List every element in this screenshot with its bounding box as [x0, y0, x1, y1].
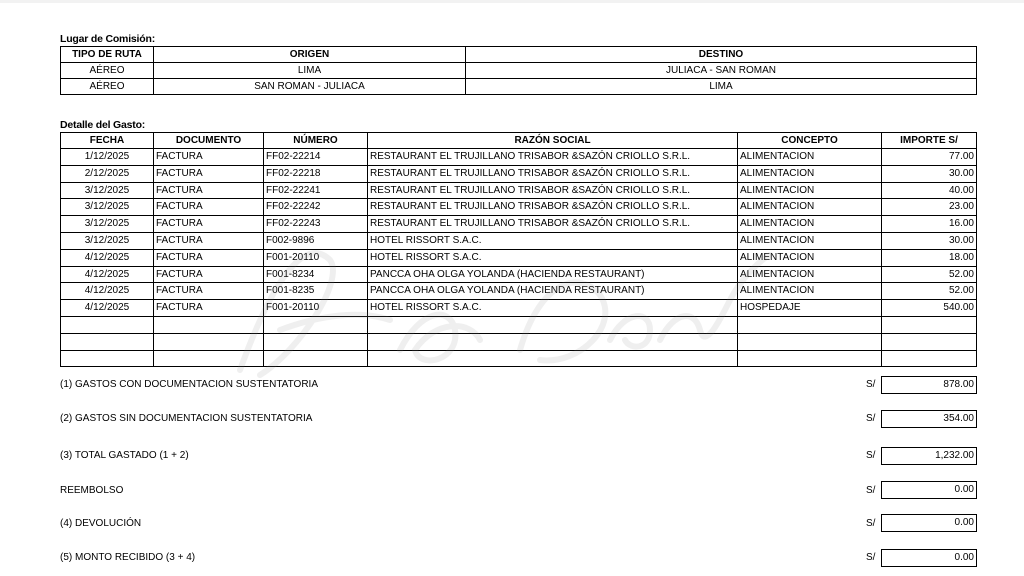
document-type-cell: FACTURA — [154, 283, 264, 300]
concept-cell: ALIMENTACION — [738, 249, 882, 266]
summary-value-box: 1,232.00 — [881, 447, 977, 465]
document-number-cell: F001-20110 — [264, 249, 368, 266]
document-number-cell: F002-9896 — [264, 232, 368, 249]
amount-cell — [882, 316, 977, 333]
amount-cell: 540.00 — [882, 300, 977, 317]
date-cell: 3/12/2025 — [61, 199, 154, 216]
concept-cell — [738, 333, 882, 350]
date-cell: 1/12/2025 — [61, 149, 154, 166]
business-name-cell: HOTEL RISSORT S.A.C. — [368, 300, 738, 317]
amount-cell: 52.00 — [882, 266, 977, 283]
table-row — [61, 199, 977, 216]
table-row — [61, 249, 977, 266]
table-row — [61, 149, 977, 166]
concept-cell: HOSPEDAJE — [738, 300, 882, 317]
table-row — [61, 216, 977, 233]
date-cell — [61, 316, 154, 333]
document-number-cell: F001-8235 — [264, 283, 368, 300]
amount-cell: 16.00 — [882, 216, 977, 233]
document-type-cell: FACTURA — [154, 300, 264, 317]
concept-cell: ALIMENTACION — [738, 216, 882, 233]
route-type-cell: AÉREO — [61, 63, 154, 79]
table-row — [61, 182, 977, 199]
header-razon-social: RAZÓN SOCIAL — [368, 133, 738, 149]
route-destination-cell: LIMA — [466, 79, 977, 95]
header-fecha: FECHA — [61, 133, 154, 149]
summary-label: (4) DEVOLUCIÓN — [60, 518, 142, 529]
concept-cell — [738, 350, 882, 367]
business-name-cell: PANCCA OHA OLGA YOLANDA (HACIENDA RESTAURANT) — [368, 266, 738, 283]
date-cell: 3/12/2025 — [61, 182, 154, 199]
concept-cell: ALIMENTACION — [738, 232, 882, 249]
header-destino: DESTINO — [466, 47, 977, 63]
date-cell: 4/12/2025 — [61, 283, 154, 300]
summary-label: (3) TOTAL GASTADO (1 + 2) — [60, 450, 189, 461]
route-type-cell: AÉREO — [61, 79, 154, 95]
header-tipo-de-ruta: TIPO DE RUTA — [61, 47, 154, 63]
document-type-cell: FACTURA — [154, 249, 264, 266]
document-number-cell: FF02-22214 — [264, 149, 368, 166]
concept-cell: ALIMENTACION — [738, 199, 882, 216]
header-numero: NÚMERO — [264, 133, 368, 149]
document-number-cell: FF02-22242 — [264, 199, 368, 216]
currency-label: S/ — [866, 413, 876, 424]
document-number-cell: FF02-22243 — [264, 216, 368, 233]
concept-cell — [738, 316, 882, 333]
amount-cell — [882, 350, 977, 367]
amount-cell: 18.00 — [882, 249, 977, 266]
header-concepto: CONCEPTO — [738, 133, 882, 149]
table-row — [61, 63, 977, 79]
amount-cell: 23.00 — [882, 199, 977, 216]
table-row — [61, 316, 977, 333]
summary-value-box: 0.00 — [881, 481, 977, 499]
header-documento: DOCUMENTO — [154, 133, 264, 149]
document-number-cell: FF02-22241 — [264, 182, 368, 199]
table-row — [61, 333, 977, 350]
route-origin-cell: SAN ROMAN - JULIACA — [154, 79, 466, 95]
document-number-cell: F001-8234 — [264, 266, 368, 283]
route-table — [60, 46, 977, 95]
business-name-cell: RESTAURANT EL TRUJILLANO TRISABOR &SAZÓN CRIOLLO S.R.L. — [368, 199, 738, 216]
document-number-cell — [264, 350, 368, 367]
table-row — [61, 300, 977, 317]
table-row — [61, 350, 977, 367]
business-name-cell: HOTEL RISSORT S.A.C. — [368, 232, 738, 249]
summary-label: (1) GASTOS CON DOCUMENTACION SUSTENTATORIA — [60, 379, 318, 390]
business-name-cell: RESTAURANT EL TRUJILLANO TRISABOR &SAZÓN CRIOLLO S.R.L. — [368, 149, 738, 166]
concept-cell: ALIMENTACION — [738, 149, 882, 166]
route-destination-cell: JULIACA - SAN ROMAN — [466, 63, 977, 79]
concept-cell: ALIMENTACION — [738, 182, 882, 199]
date-cell — [61, 333, 154, 350]
date-cell: 2/12/2025 — [61, 165, 154, 182]
business-name-cell: PANCCA OHA OLGA YOLANDA (HACIENDA RESTAURANT) — [368, 283, 738, 300]
table-row — [61, 232, 977, 249]
table-row — [61, 283, 977, 300]
document-number-cell: F001-20110 — [264, 300, 368, 317]
business-name-cell: RESTAURANT EL TRUJILLANO TRISABOR &SAZÓN CRIOLLO S.R.L. — [368, 182, 738, 199]
date-cell — [61, 350, 154, 367]
route-origin-cell: LIMA — [154, 63, 466, 79]
summary-label: (2) GASTOS SIN DOCUMENTACION SUSTENTATORIA — [60, 413, 313, 424]
concept-cell: ALIMENTACION — [738, 266, 882, 283]
document-type-cell — [154, 333, 264, 350]
document-number-cell: FF02-22218 — [264, 165, 368, 182]
document-type-cell: FACTURA — [154, 149, 264, 166]
table-row — [61, 165, 977, 182]
summary-value-box: 878.00 — [881, 376, 977, 394]
table-row — [61, 266, 977, 283]
business-name-cell: RESTAURANT EL TRUJILLANO TRISABOR &SAZÓN CRIOLLO S.R.L. — [368, 165, 738, 182]
summary-value-box: 0.00 — [881, 549, 977, 567]
top-border — [0, 0, 1024, 3]
document-number-cell — [264, 333, 368, 350]
concept-cell: ALIMENTACION — [738, 165, 882, 182]
currency-label: S/ — [866, 379, 876, 390]
business-name-cell — [368, 333, 738, 350]
table-row — [61, 79, 977, 95]
expense-detail-table — [60, 132, 977, 367]
amount-cell: 30.00 — [882, 232, 977, 249]
date-cell: 4/12/2025 — [61, 300, 154, 317]
header-origen: ORIGEN — [154, 47, 466, 63]
amount-cell: 77.00 — [882, 149, 977, 166]
business-name-cell: RESTAURANT EL TRUJILLANO TRISABOR &SAZÓN CRIOLLO S.R.L. — [368, 216, 738, 233]
business-name-cell — [368, 350, 738, 367]
route-section-title: Lugar de Comisión: — [60, 33, 155, 45]
document-type-cell: FACTURA — [154, 216, 264, 233]
route-header-row — [61, 47, 977, 63]
date-cell: 4/12/2025 — [61, 266, 154, 283]
amount-cell: 30.00 — [882, 165, 977, 182]
currency-label: S/ — [866, 485, 876, 496]
document-type-cell — [154, 350, 264, 367]
date-cell: 3/12/2025 — [61, 232, 154, 249]
detail-header-row — [61, 133, 977, 149]
currency-label: S/ — [866, 552, 876, 563]
summary-label: REEMBOLSO — [60, 485, 124, 496]
summary-label: (5) MONTO RECIBIDO (3 + 4) — [60, 552, 196, 563]
business-name-cell — [368, 316, 738, 333]
document-type-cell: FACTURA — [154, 199, 264, 216]
document-type-cell: FACTURA — [154, 165, 264, 182]
currency-label: S/ — [866, 450, 876, 461]
amount-cell: 40.00 — [882, 182, 977, 199]
currency-label: S/ — [866, 518, 876, 529]
document-type-cell — [154, 316, 264, 333]
date-cell: 3/12/2025 — [61, 216, 154, 233]
amount-cell: 52.00 — [882, 283, 977, 300]
summary-value-box: 354.00 — [881, 410, 977, 428]
business-name-cell: HOTEL RISSORT S.A.C. — [368, 249, 738, 266]
summary-value-box: 0.00 — [881, 514, 977, 532]
document-type-cell: FACTURA — [154, 266, 264, 283]
date-cell: 4/12/2025 — [61, 249, 154, 266]
document-type-cell: FACTURA — [154, 232, 264, 249]
detail-section-title: Detalle del Gasto: — [60, 119, 146, 131]
document-number-cell — [264, 316, 368, 333]
document-type-cell: FACTURA — [154, 182, 264, 199]
header-importe: IMPORTE S/ — [882, 133, 977, 149]
amount-cell — [882, 333, 977, 350]
concept-cell: ALIMENTACION — [738, 283, 882, 300]
